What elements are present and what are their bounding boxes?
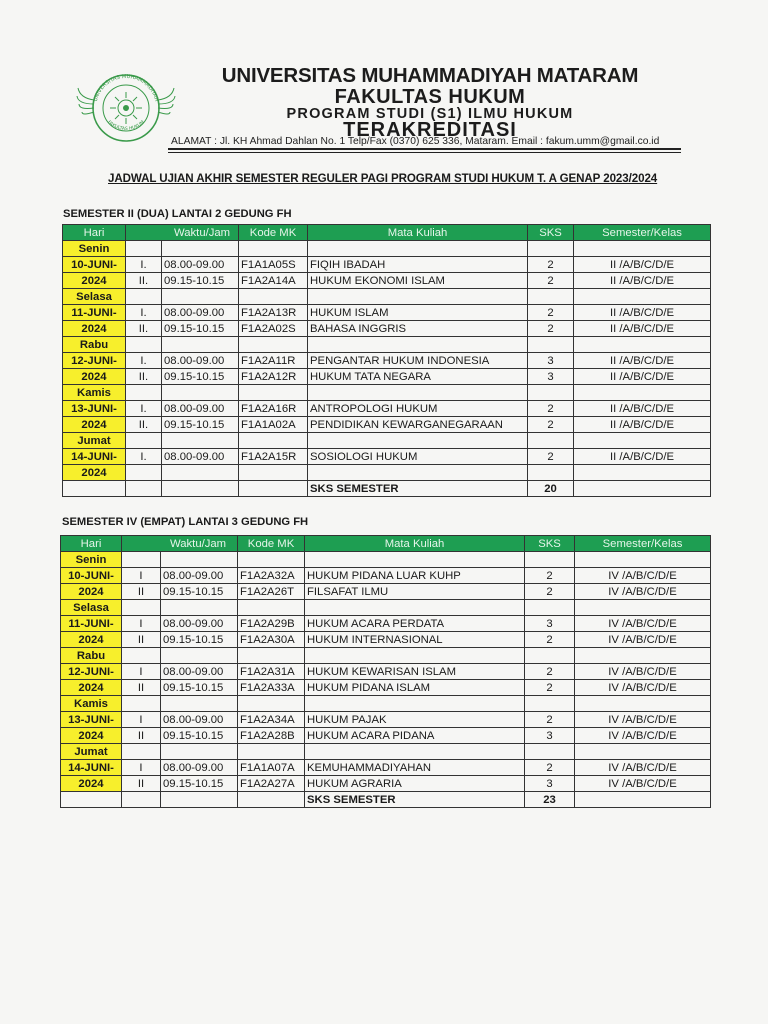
session-number-cell	[122, 600, 161, 616]
time-cell: 08.00-09.00	[162, 449, 239, 465]
class-cell	[574, 465, 711, 481]
course-code-cell	[239, 289, 308, 305]
table-row	[63, 289, 711, 305]
sks-cell: 3	[525, 776, 575, 792]
university-name: UNIVERSITAS MUHAMMADIYAH MATARAM	[221, 64, 639, 87]
course-code-cell: F1A2A15R	[239, 449, 308, 465]
time-cell: 09.15-10.15	[161, 584, 238, 600]
sks-cell: 3	[528, 369, 574, 385]
table-row	[63, 337, 711, 353]
sks-cell	[525, 744, 575, 760]
course-code-cell: F1A1A02A	[239, 417, 308, 433]
course-code-cell	[238, 648, 305, 664]
course-name-cell	[305, 552, 525, 568]
course-code-cell: F1A2A28B	[238, 728, 305, 744]
logo-text-top: UNIVERSITAS MUHAMMADIYAH	[92, 73, 160, 103]
session-number-cell: II.	[126, 273, 162, 289]
class-cell: II /A/B/C/D/E	[574, 417, 711, 433]
day-cell: 2024	[63, 417, 126, 433]
course-name-cell: HUKUM AGRARIA	[305, 776, 525, 792]
sks-cell	[528, 465, 574, 481]
col-header-time: Waktu/Jam	[126, 225, 239, 241]
col-header-course: Mata Kuliah	[305, 536, 525, 552]
col-header-sks: SKS	[525, 536, 575, 552]
sks-cell: 2	[525, 680, 575, 696]
day-cell: 2024	[63, 465, 126, 481]
time-cell	[162, 481, 239, 497]
class-cell: IV /A/B/C/D/E	[575, 776, 711, 792]
course-name-cell	[305, 600, 525, 616]
col-header-day: Hari	[61, 536, 122, 552]
time-cell: 09.15-10.15	[162, 369, 239, 385]
course-code-cell	[238, 552, 305, 568]
session-number-cell: II	[122, 776, 161, 792]
course-code-cell: F1A2A32A	[238, 568, 305, 584]
class-cell: IV /A/B/C/D/E	[575, 664, 711, 680]
course-code-cell: F1A2A34A	[238, 712, 305, 728]
table-row	[63, 433, 711, 449]
class-cell: IV /A/B/C/D/E	[575, 728, 711, 744]
course-name-cell: HUKUM ACARA PIDANA	[305, 728, 525, 744]
col-header-day: Hari	[63, 225, 126, 241]
course-name-cell	[305, 744, 525, 760]
class-cell	[575, 600, 711, 616]
session-number-cell	[126, 385, 162, 401]
col-header-code: Kode MK	[239, 225, 308, 241]
course-code-cell	[239, 433, 308, 449]
class-cell: II /A/B/C/D/E	[574, 273, 711, 289]
course-code-cell	[239, 241, 308, 257]
time-cell	[162, 385, 239, 401]
table-row	[63, 449, 711, 465]
session-number-cell: I.	[126, 401, 162, 417]
time-cell	[161, 792, 238, 808]
time-cell: 08.00-09.00	[162, 353, 239, 369]
sks-cell: 3	[525, 616, 575, 632]
table-row	[63, 465, 711, 481]
svg-text:UNIVERSITAS MUHAMMADIYAH	[93, 74, 160, 102]
table-row	[61, 600, 711, 616]
session-number-cell: II	[122, 584, 161, 600]
course-code-cell	[238, 600, 305, 616]
course-name-cell: BAHASA INGGRIS	[308, 321, 528, 337]
table-row	[61, 552, 711, 568]
time-cell	[162, 241, 239, 257]
course-code-cell: F1A2A13R	[239, 305, 308, 321]
class-cell	[574, 433, 711, 449]
accreditation-label: TERAKREDITASI	[343, 119, 517, 141]
course-name-cell: KEMUHAMMADIYAHAN	[305, 760, 525, 776]
table-row	[61, 680, 711, 696]
table-row	[63, 401, 711, 417]
sks-cell: 2	[528, 449, 574, 465]
day-cell: 13-JUNI-	[63, 401, 126, 417]
sks-cell: 2	[525, 712, 575, 728]
course-code-cell: F1A2A29B	[238, 616, 305, 632]
day-cell	[61, 792, 122, 808]
day-cell: 2024	[61, 680, 122, 696]
logo-text-bottom: FAKULTAS HUKUM	[106, 120, 146, 133]
schedule-table	[60, 535, 711, 808]
course-name-cell: HUKUM INTERNASIONAL	[305, 632, 525, 648]
sks-cell: 2	[528, 305, 574, 321]
time-cell	[161, 744, 238, 760]
day-cell: Rabu	[63, 337, 126, 353]
session-number-cell	[126, 433, 162, 449]
course-name-cell: ANTROPOLOGI HUKUM	[308, 401, 528, 417]
sks-cell	[525, 696, 575, 712]
class-cell	[574, 241, 711, 257]
course-name-cell: HUKUM EKONOMI ISLAM	[308, 273, 528, 289]
day-cell: Jumat	[61, 744, 122, 760]
course-code-cell: F1A2A26T	[238, 584, 305, 600]
course-code-cell: F1A1A05S	[239, 257, 308, 273]
sks-cell	[528, 241, 574, 257]
class-cell: IV /A/B/C/D/E	[575, 760, 711, 776]
course-code-cell: F1A2A14A	[239, 273, 308, 289]
sks-cell: 2	[525, 584, 575, 600]
session-number-cell: II	[122, 728, 161, 744]
course-code-cell	[238, 744, 305, 760]
session-number-cell	[126, 289, 162, 305]
table-row	[61, 744, 711, 760]
course-name-cell: FIQIH IBADAH	[308, 257, 528, 273]
sks-cell: 2	[528, 321, 574, 337]
time-cell: 08.00-09.00	[162, 401, 239, 417]
time-cell	[161, 696, 238, 712]
time-cell: 09.15-10.15	[161, 776, 238, 792]
address-line: ALAMAT : Jl. KH Ahmad Dahlan No. 1 Telp/Fax (0370) 625 336, Mataram. Email : fakum.umm@gmail.co.id	[171, 136, 660, 147]
session-number-cell: I.	[126, 305, 162, 321]
day-cell: Selasa	[61, 600, 122, 616]
logo-wing-left-icon	[77, 88, 94, 114]
class-cell: II /A/B/C/D/E	[574, 321, 711, 337]
table-row	[63, 257, 711, 273]
session-number-cell	[126, 241, 162, 257]
session-number-cell: II	[122, 680, 161, 696]
course-code-cell	[239, 337, 308, 353]
total-label: SKS SEMESTER	[305, 792, 525, 808]
sks-cell: 3	[528, 353, 574, 369]
sks-cell	[528, 433, 574, 449]
session-number-cell: I	[122, 568, 161, 584]
session-number-cell	[126, 481, 162, 497]
table-row	[61, 648, 711, 664]
table-row	[61, 712, 711, 728]
time-cell: 09.15-10.15	[161, 728, 238, 744]
sks-cell	[525, 552, 575, 568]
course-name-cell	[308, 289, 528, 305]
class-cell: II /A/B/C/D/E	[574, 369, 711, 385]
session-number-cell: I.	[126, 353, 162, 369]
sks-cell: 3	[525, 728, 575, 744]
course-code-cell: F1A1A07A	[238, 760, 305, 776]
semester-heading: SEMESTER II (DUA) LANTAI 2 GEDUNG FH	[63, 208, 292, 220]
time-cell: 08.00-09.00	[162, 257, 239, 273]
day-cell: 11-JUNI-	[63, 305, 126, 321]
time-cell	[162, 465, 239, 481]
day-cell: 2024	[61, 584, 122, 600]
session-number-cell	[126, 465, 162, 481]
day-cell: 2024	[61, 776, 122, 792]
day-cell: 2024	[63, 321, 126, 337]
class-cell	[574, 289, 711, 305]
total-row	[63, 481, 711, 497]
course-name-cell: HUKUM ACARA PERDATA	[305, 616, 525, 632]
col-header-code: Kode MK	[238, 536, 305, 552]
table-row	[61, 696, 711, 712]
session-number-cell	[122, 696, 161, 712]
session-number-cell: I.	[126, 257, 162, 273]
class-cell	[575, 792, 711, 808]
sks-cell	[528, 289, 574, 305]
table-row	[61, 632, 711, 648]
table-row	[63, 417, 711, 433]
sks-cell: 2	[528, 401, 574, 417]
time-cell: 09.15-10.15	[161, 680, 238, 696]
total-sks: 20	[528, 481, 574, 497]
table-row	[63, 353, 711, 369]
sks-cell: 2	[528, 257, 574, 273]
time-cell: 08.00-09.00	[161, 712, 238, 728]
col-header-course: Mata Kuliah	[308, 225, 528, 241]
sks-cell: 2	[525, 568, 575, 584]
course-code-cell: F1A2A31A	[238, 664, 305, 680]
sks-cell: 2	[525, 632, 575, 648]
day-cell: 2024	[61, 728, 122, 744]
course-name-cell: HUKUM ISLAM	[308, 305, 528, 321]
class-cell	[574, 385, 711, 401]
day-cell: 10-JUNI-	[63, 257, 126, 273]
course-code-cell	[238, 792, 305, 808]
class-cell	[575, 744, 711, 760]
class-cell: II /A/B/C/D/E	[574, 305, 711, 321]
day-cell: 14-JUNI-	[61, 760, 122, 776]
course-name-cell	[308, 241, 528, 257]
course-name-cell	[308, 385, 528, 401]
course-code-cell: F1A2A30A	[238, 632, 305, 648]
day-cell: 12-JUNI-	[63, 353, 126, 369]
table-row	[63, 385, 711, 401]
table-row	[63, 321, 711, 337]
course-code-cell: F1A2A27A	[238, 776, 305, 792]
session-number-cell: II.	[126, 369, 162, 385]
day-cell: Kamis	[63, 385, 126, 401]
time-cell	[162, 433, 239, 449]
session-number-cell: I	[122, 664, 161, 680]
table-row	[61, 568, 711, 584]
session-number-cell: II.	[126, 417, 162, 433]
col-header-sks: SKS	[528, 225, 574, 241]
table-row	[63, 241, 711, 257]
sks-cell	[528, 385, 574, 401]
class-cell: IV /A/B/C/D/E	[575, 568, 711, 584]
day-cell: 12-JUNI-	[61, 664, 122, 680]
time-cell: 09.15-10.15	[162, 417, 239, 433]
session-number-cell	[122, 552, 161, 568]
class-cell: II /A/B/C/D/E	[574, 353, 711, 369]
course-name-cell: HUKUM PAJAK	[305, 712, 525, 728]
document-title: JADWAL UJIAN AKHIR SEMESTER REGULER PAGI PROGRAM STUDI HUKUM T. A GENAP 2023/2024	[108, 172, 658, 185]
time-cell: 09.15-10.15	[162, 273, 239, 289]
day-cell: 11-JUNI-	[61, 616, 122, 632]
day-cell: 10-JUNI-	[61, 568, 122, 584]
logo-wing-right-icon	[158, 88, 175, 114]
sks-cell: 2	[528, 273, 574, 289]
course-name-cell: HUKUM PIDANA ISLAM	[305, 680, 525, 696]
course-name-cell	[305, 696, 525, 712]
session-number-cell: I	[122, 712, 161, 728]
col-header-class: Semester/Kelas	[575, 536, 711, 552]
sks-cell	[525, 648, 575, 664]
col-header-class: Semester/Kelas	[574, 225, 711, 241]
sks-cell	[525, 600, 575, 616]
course-code-cell: F1A2A12R	[239, 369, 308, 385]
class-cell	[575, 552, 711, 568]
day-cell: Jumat	[63, 433, 126, 449]
semester-heading: SEMESTER IV (EMPAT) LANTAI 3 GEDUNG FH	[62, 516, 309, 528]
faculty-name: FAKULTAS HUKUM	[334, 86, 526, 108]
table-row	[63, 305, 711, 321]
day-cell: Senin	[63, 241, 126, 257]
course-name-cell	[308, 465, 528, 481]
class-cell: II /A/B/C/D/E	[574, 401, 711, 417]
day-cell	[63, 481, 126, 497]
course-code-cell: F1A2A33A	[238, 680, 305, 696]
course-name-cell: HUKUM TATA NEGARA	[308, 369, 528, 385]
course-name-cell: PENGANTAR HUKUM INDONESIA	[308, 353, 528, 369]
time-cell: 08.00-09.00	[161, 760, 238, 776]
table-header-row	[61, 536, 711, 552]
table-row	[61, 664, 711, 680]
time-cell: 08.00-09.00	[161, 664, 238, 680]
class-cell: IV /A/B/C/D/E	[575, 712, 711, 728]
course-name-cell: HUKUM PIDANA LUAR KUHP	[305, 568, 525, 584]
table-row	[61, 584, 711, 600]
course-name-cell	[308, 433, 528, 449]
table-header-row	[63, 225, 711, 241]
class-cell	[575, 696, 711, 712]
time-cell: 08.00-09.00	[162, 305, 239, 321]
course-code-cell	[239, 465, 308, 481]
day-cell: 2024	[63, 369, 126, 385]
col-header-time: Waktu/Jam	[122, 536, 238, 552]
muhammadiyah-sun-icon	[110, 92, 142, 124]
session-number-cell: II.	[126, 321, 162, 337]
course-name-cell: SOSIOLOGI HUKUM	[308, 449, 528, 465]
schedule-table	[62, 224, 711, 497]
total-sks: 23	[525, 792, 575, 808]
session-number-cell	[126, 337, 162, 353]
total-row	[61, 792, 711, 808]
day-cell: Selasa	[63, 289, 126, 305]
university-logo	[76, 70, 176, 142]
course-name-cell: PENDIDIKAN KEWARGANEGARAAN	[308, 417, 528, 433]
time-cell: 08.00-09.00	[161, 616, 238, 632]
time-cell	[162, 289, 239, 305]
class-cell	[574, 481, 711, 497]
session-number-cell	[122, 648, 161, 664]
session-number-cell: I	[122, 760, 161, 776]
table-row	[61, 776, 711, 792]
table-row	[61, 616, 711, 632]
class-cell: II /A/B/C/D/E	[574, 257, 711, 273]
session-number-cell: I	[122, 616, 161, 632]
time-cell	[162, 337, 239, 353]
class-cell	[575, 648, 711, 664]
course-code-cell	[239, 385, 308, 401]
time-cell: 09.15-10.15	[161, 632, 238, 648]
class-cell	[574, 337, 711, 353]
sks-cell	[528, 337, 574, 353]
sks-cell: 2	[528, 417, 574, 433]
time-cell	[161, 552, 238, 568]
time-cell: 08.00-09.00	[161, 568, 238, 584]
day-cell: Rabu	[61, 648, 122, 664]
time-cell	[161, 600, 238, 616]
program-name: PROGRAM STUDI (S1) ILMU HUKUM	[286, 106, 574, 122]
class-cell: IV /A/B/C/D/E	[575, 616, 711, 632]
day-cell: Senin	[61, 552, 122, 568]
header-divider-thin	[168, 152, 681, 153]
class-cell: IV /A/B/C/D/E	[575, 584, 711, 600]
course-code-cell	[238, 696, 305, 712]
course-name-cell: FILSAFAT ILMU	[305, 584, 525, 600]
table-row	[61, 760, 711, 776]
time-cell	[161, 648, 238, 664]
course-code-cell: F1A2A02S	[239, 321, 308, 337]
course-name-cell	[308, 337, 528, 353]
total-label: SKS SEMESTER	[308, 481, 528, 497]
session-number-cell: II	[122, 632, 161, 648]
table-row	[61, 728, 711, 744]
day-cell: 13-JUNI-	[61, 712, 122, 728]
class-cell: IV /A/B/C/D/E	[575, 680, 711, 696]
day-cell: 14-JUNI-	[63, 449, 126, 465]
course-code-cell: F1A2A11R	[239, 353, 308, 369]
day-cell: 2024	[63, 273, 126, 289]
sks-cell: 2	[525, 760, 575, 776]
course-code-cell	[239, 481, 308, 497]
day-cell: Kamis	[61, 696, 122, 712]
sks-cell: 2	[525, 664, 575, 680]
course-name-cell: HUKUM KEWARISAN ISLAM	[305, 664, 525, 680]
table-row	[63, 273, 711, 289]
course-name-cell	[305, 648, 525, 664]
session-number-cell: I.	[126, 449, 162, 465]
course-code-cell: F1A2A16R	[239, 401, 308, 417]
session-number-cell	[122, 744, 161, 760]
class-cell: IV /A/B/C/D/E	[575, 632, 711, 648]
session-number-cell	[122, 792, 161, 808]
day-cell: 2024	[61, 632, 122, 648]
table-row	[63, 369, 711, 385]
header-divider	[168, 148, 681, 150]
class-cell: II /A/B/C/D/E	[574, 449, 711, 465]
time-cell: 09.15-10.15	[162, 321, 239, 337]
